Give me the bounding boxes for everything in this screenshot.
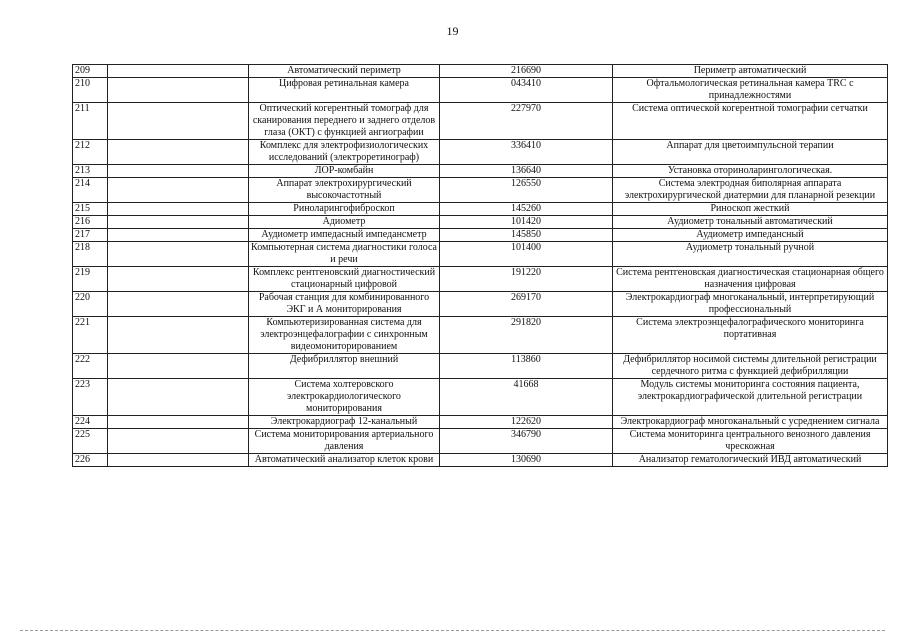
description-cell: Аудиометр тональный ручной — [613, 242, 888, 267]
empty-cell — [108, 242, 249, 267]
equipment-name-cell: ЛОР-комбайн — [249, 165, 440, 178]
empty-cell — [108, 216, 249, 229]
table-row — [73, 292, 888, 317]
row-number-cell: 209 — [73, 65, 108, 78]
row-number-cell: 220 — [73, 292, 108, 317]
equipment-name-cell: Адиометр — [249, 216, 440, 229]
table-row — [73, 78, 888, 103]
empty-cell — [108, 416, 249, 429]
code-cell: 269170 — [440, 292, 613, 317]
equipment-name-cell: Аудиометр импедасный импедансметр — [249, 229, 440, 242]
code-cell: 113860 — [440, 354, 613, 379]
row-number-cell: 222 — [73, 354, 108, 379]
row-number-cell: 225 — [73, 429, 108, 454]
row-number-cell: 211 — [73, 103, 108, 140]
empty-cell — [108, 379, 249, 416]
equipment-name-cell: Риноларингофиброскоп — [249, 203, 440, 216]
table-row — [73, 165, 888, 178]
page-bottom-divider — [20, 630, 885, 631]
empty-cell — [108, 229, 249, 242]
equipment-name-cell: Оптический когерентный томограф для сканирования переднего и заднего отделов глаза (ОКТ) с функцией ангиографии — [249, 103, 440, 140]
code-cell: 145850 — [440, 229, 613, 242]
table-row — [73, 242, 888, 267]
code-cell: 126550 — [440, 178, 613, 203]
empty-cell — [108, 178, 249, 203]
description-cell: Дефибриллятор носимой системы длительной регистрации сердечного ритма с функцией дефибрилляции — [613, 354, 888, 379]
equipment-name-cell: Автоматический анализатор клеток крови — [249, 454, 440, 467]
page-number: 19 — [446, 24, 459, 38]
row-number-cell: 223 — [73, 379, 108, 416]
empty-cell — [108, 354, 249, 379]
code-cell: 101420 — [440, 216, 613, 229]
equipment-name-cell: Автоматический периметр — [249, 65, 440, 78]
code-cell: 336410 — [440, 140, 613, 165]
table-row — [73, 140, 888, 165]
table-row — [73, 103, 888, 140]
table-row — [73, 317, 888, 354]
row-number-cell: 215 — [73, 203, 108, 216]
equipment-name-cell: Комплекс рентгеновский диагностический стационарный цифровой — [249, 267, 440, 292]
equipment-name-cell: Система холтеровского электрокардиологического мониторирования — [249, 379, 440, 416]
row-number-cell: 218 — [73, 242, 108, 267]
equipment-name-cell: Рабочая станция для комбинированного ЭКГ и А мониторирования — [249, 292, 440, 317]
table-body — [73, 65, 888, 467]
row-number-cell: 214 — [73, 178, 108, 203]
description-cell: Электрокардиограф многоканальный, интерпретирующий профессиональный — [613, 292, 888, 317]
equipment-table — [72, 64, 888, 467]
description-cell: Модуль системы мониторинга состояния пациента, электрокардиографической длительной регистрации — [613, 379, 888, 416]
code-cell: 346790 — [440, 429, 613, 454]
empty-cell — [108, 317, 249, 354]
empty-cell — [108, 165, 249, 178]
row-number-cell: 217 — [73, 229, 108, 242]
row-number-cell: 212 — [73, 140, 108, 165]
table-row — [73, 429, 888, 454]
code-cell: 227970 — [440, 103, 613, 140]
empty-cell — [108, 78, 249, 103]
row-number-cell: 219 — [73, 267, 108, 292]
table-row — [73, 203, 888, 216]
table-row — [73, 178, 888, 203]
equipment-name-cell: Цифровая ретинальная камера — [249, 78, 440, 103]
description-cell: Аудиометр импедансный — [613, 229, 888, 242]
description-cell: Система электроэнцефалографического мониторинга портативная — [613, 317, 888, 354]
code-cell: 136640 — [440, 165, 613, 178]
description-cell: Риноскоп жесткий — [613, 203, 888, 216]
description-cell: Система рентгеновская диагностическая стационарная общего назначения цифровая — [613, 267, 888, 292]
table-row — [73, 354, 888, 379]
empty-cell — [108, 429, 249, 454]
description-cell: Система оптической когерентной томографии сетчатки — [613, 103, 888, 140]
row-number-cell: 216 — [73, 216, 108, 229]
equipment-name-cell: Аппарат электрохирургический высокочастотный — [249, 178, 440, 203]
table-row — [73, 65, 888, 78]
row-number-cell: 224 — [73, 416, 108, 429]
equipment-name-cell: Компьютеризированная система для электроэнцефалографии с синхронным видеомониторированием — [249, 317, 440, 354]
equipment-name-cell: Компьютерная система диагностики голоса и речи — [249, 242, 440, 267]
row-number-cell: 213 — [73, 165, 108, 178]
code-cell: 145260 — [440, 203, 613, 216]
empty-cell — [108, 292, 249, 317]
row-number-cell: 226 — [73, 454, 108, 467]
code-cell: 101400 — [440, 242, 613, 267]
code-cell: 41668 — [440, 379, 613, 416]
empty-cell — [108, 203, 249, 216]
description-cell: Аппарат для цветоимпульсной терапии — [613, 140, 888, 165]
description-cell: Система электродная биполярная аппарата электрохирургической диатермии для планарной резекции — [613, 178, 888, 203]
row-number-cell: 221 — [73, 317, 108, 354]
description-cell: Система мониторинга центрального венозного давления чрескожная — [613, 429, 888, 454]
table-row — [73, 216, 888, 229]
description-cell: Электрокардиограф многоканальный с усреднением сигнала — [613, 416, 888, 429]
description-cell: Установка оториноларингологическая. — [613, 165, 888, 178]
table-row — [73, 379, 888, 416]
equipment-name-cell: Система мониторирования артериального давления — [249, 429, 440, 454]
empty-cell — [108, 454, 249, 467]
description-cell: Офтальмологическая ретинальная камера TRC с принадлежностями — [613, 78, 888, 103]
equipment-name-cell: Дефибриллятор внешний — [249, 354, 440, 379]
equipment-name-cell: Комплекс для электрофизиологических исследований (электроретинограф) — [249, 140, 440, 165]
empty-cell — [108, 65, 249, 78]
description-cell: Аудиометр тональный автоматический — [613, 216, 888, 229]
row-number-cell: 210 — [73, 78, 108, 103]
table-row — [73, 416, 888, 429]
empty-cell — [108, 267, 249, 292]
table-row — [73, 267, 888, 292]
description-cell: Периметр автоматический — [613, 65, 888, 78]
code-cell: 043410 — [440, 78, 613, 103]
code-cell: 130690 — [440, 454, 613, 467]
code-cell: 122620 — [440, 416, 613, 429]
description-cell: Анализатор гематологический ИВД автоматический — [613, 454, 888, 467]
table-row — [73, 454, 888, 467]
empty-cell — [108, 103, 249, 140]
empty-cell — [108, 140, 249, 165]
code-cell: 216690 — [440, 65, 613, 78]
code-cell: 191220 — [440, 267, 613, 292]
equipment-name-cell: Электрокардиограф 12-канальный — [249, 416, 440, 429]
code-cell: 291820 — [440, 317, 613, 354]
table-row — [73, 229, 888, 242]
